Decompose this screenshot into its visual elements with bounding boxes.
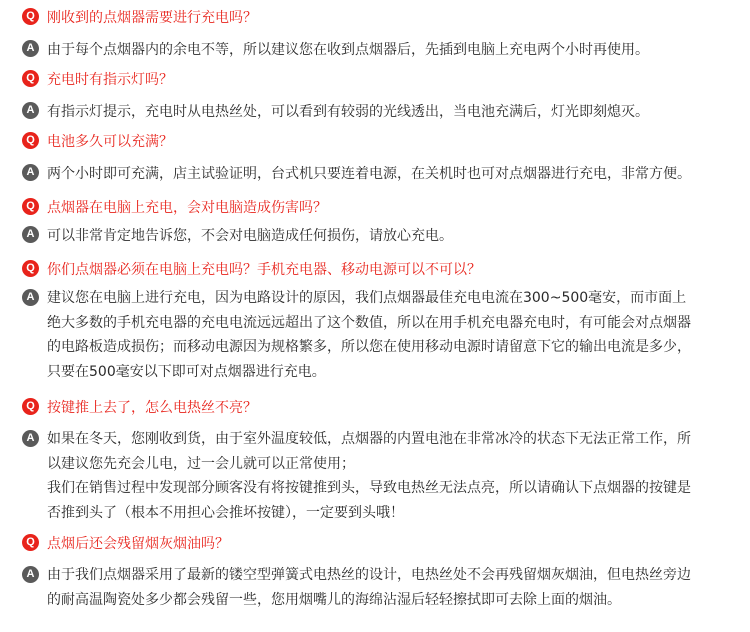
- question-text: 你们点烟器必须在电脑上充电吗？手机充电器、移动电源可以不可以？: [47, 262, 481, 278]
- question-badge-icon: Q: [22, 260, 39, 277]
- answer-badge-icon: A: [22, 289, 39, 306]
- answer-line: 如果在冬天，您刚收到货，由于室外温度较低，点烟器的内置电池在非常冰冷的状态下无法正常工作，所: [47, 431, 691, 447]
- question-text: 充电时有指示灯吗？: [47, 72, 173, 88]
- question-badge-icon: Q: [22, 132, 39, 149]
- answer-badge-icon: A: [22, 430, 39, 447]
- answer-line: 绝大多数的手机充电器的充电电流远远超出了这个数值，所以在用手机充电器充电时，有可能会对点烟器: [47, 314, 691, 331]
- question-badge-icon: Q: [22, 70, 39, 87]
- answer-line: 可以非常肯定地告诉您，不会对电脑造成任何损伤，请放心充电。: [47, 228, 453, 244]
- question-badge-icon: Q: [22, 198, 39, 215]
- answer-text: [47, 563, 738, 612]
- answer-line: 否推到头了（根本不用担心会推坏按键），一定要到头哦！: [47, 504, 404, 521]
- answer-line: 只要在500毫安以下即可对点烟器进行充电。: [47, 363, 326, 380]
- question-text: 按键推上去了，怎么电热丝不亮？: [47, 400, 257, 416]
- answer-text: [47, 162, 738, 187]
- answer-badge-icon: A: [22, 226, 39, 243]
- question-badge-icon: Q: [22, 534, 39, 551]
- answer-line: 以建议您先充会儿电，过一会儿就可以正常使用；: [47, 455, 355, 472]
- answer-text: [47, 224, 738, 249]
- answer-text: [47, 286, 738, 384]
- question-badge-icon: Q: [22, 398, 39, 415]
- question-text: 点烟后还会残留烟灰烟油吗？: [47, 536, 229, 552]
- answer-line: 由于我们点烟器采用了最新的镂空型弹簧式电热丝的设计，电热丝处不会再残留烟灰烟油，但电热丝旁边: [47, 567, 691, 583]
- answer-badge-icon: A: [22, 164, 39, 181]
- question-badge-icon: Q: [22, 8, 39, 25]
- question-text: 刚收到的点烟器需要进行充电吗？: [47, 10, 257, 26]
- answer-badge-icon: A: [22, 566, 39, 583]
- answer-text: [47, 100, 738, 125]
- answer-badge-icon: A: [22, 40, 39, 57]
- answer-badge-icon: A: [22, 102, 39, 119]
- question-text: 点烟器在电脑上充电，会对电脑造成伤害吗？: [47, 200, 327, 216]
- answer-line: 的耐高温陶瓷处多少都会残留一些，您用烟嘴儿的海绵沾湿后轻轻擦拭即可去除上面的烟油。: [47, 591, 621, 608]
- answer-text: [47, 427, 738, 525]
- answer-line: 我们在销售过程中发现部分顾客没有将按键推到头，导致电热丝无法点亮，所以请确认下点烟器的按键是: [47, 480, 691, 496]
- question-text: 电池多久可以充满？: [47, 134, 173, 150]
- answer-line: 的电路板造成损伤；而移动电源因为规格繁多，所以您在使用移动电源时请留意下它的输出电流是多少，: [47, 339, 691, 355]
- answer-line: 由于每个点烟器内的余电不等，所以建议您在收到点烟器后，先插到电脑上充电两个小时再使用。: [47, 42, 649, 58]
- answer-line: 有指示灯提示，充电时从电热丝处，可以看到有较弱的光线透出，当电池充满后，灯光即刻熄灭。: [47, 104, 649, 120]
- answer-text: [47, 38, 738, 63]
- answer-line: 两个小时即可充满，店主试验证明，台式机只要连着电源，在关机时也可对点烟器进行充电，非常方便。: [47, 166, 691, 182]
- answer-line: 建议您在电脑上进行充电，因为电路设计的原因，我们点烟器最佳充电电流在300~500毫安，而市面上: [47, 290, 687, 306]
